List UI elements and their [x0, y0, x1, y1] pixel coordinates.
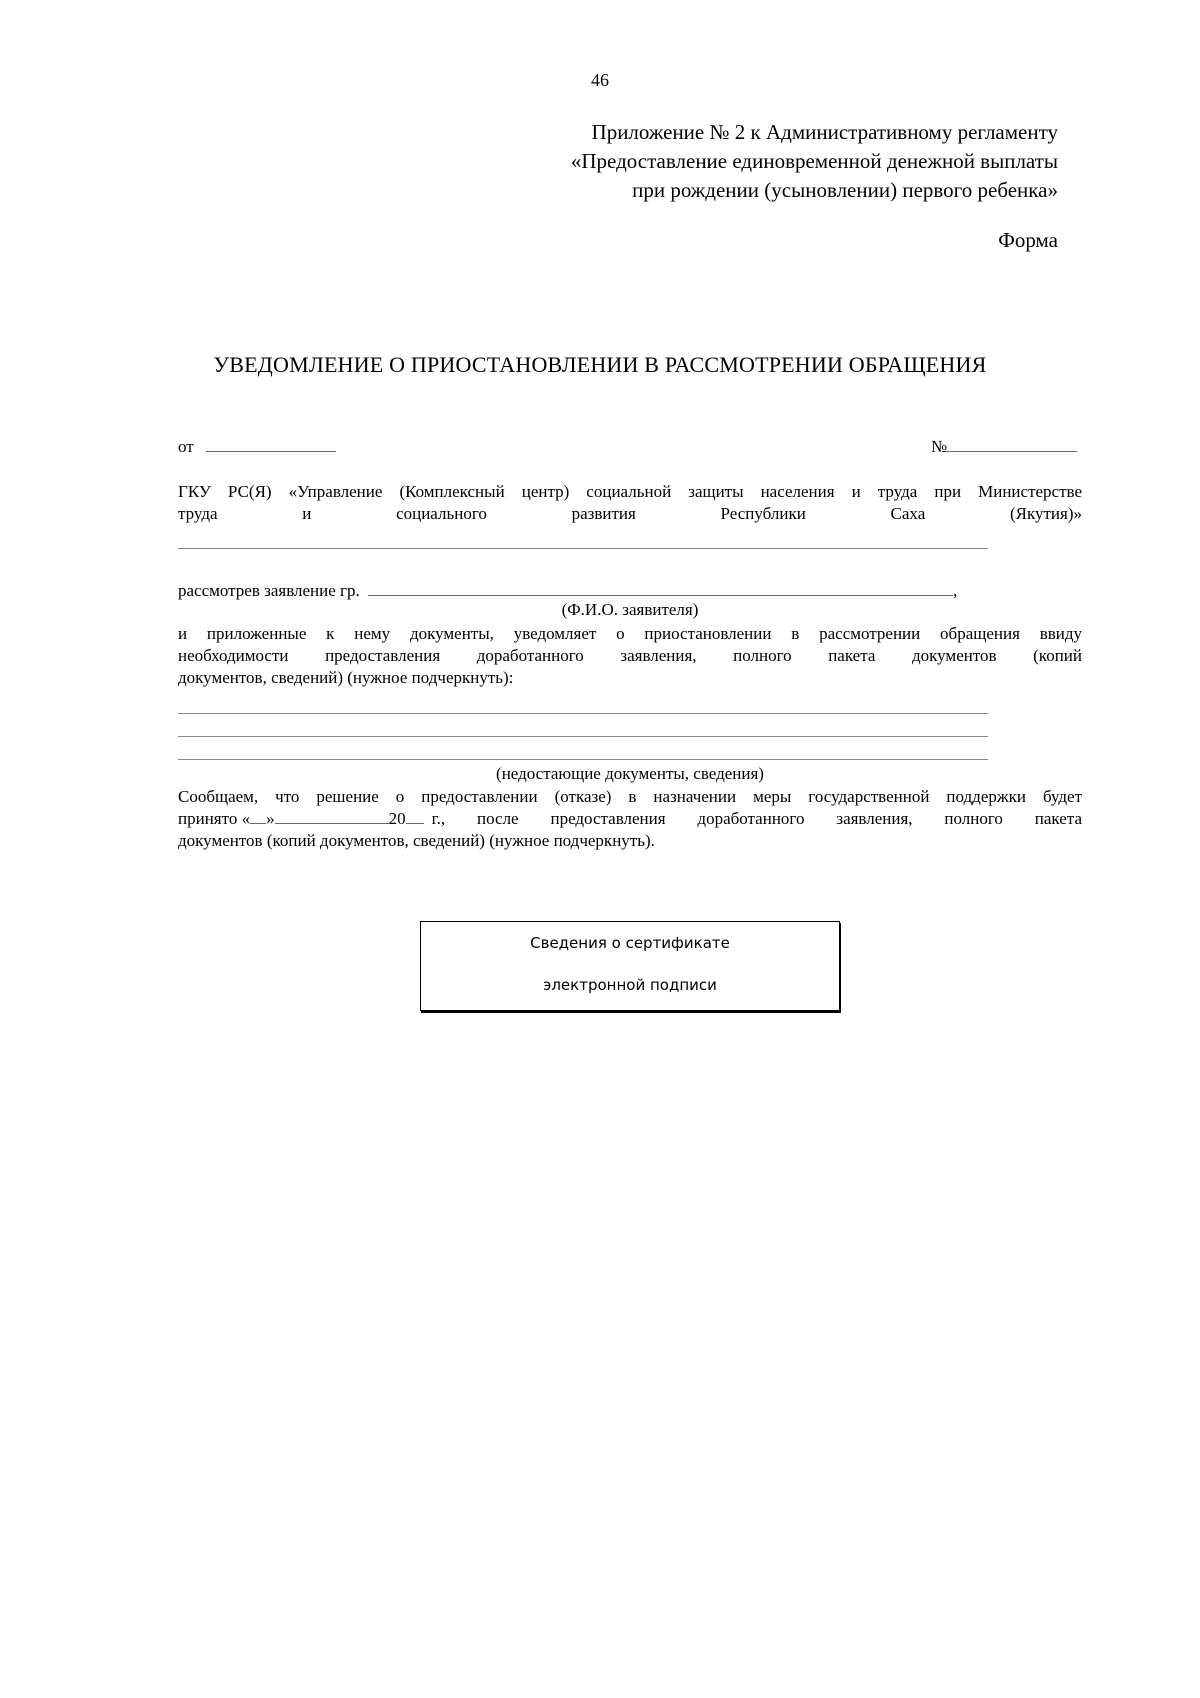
- agency-line-2: [178, 503, 1082, 525]
- decision-day-line: [250, 823, 266, 824]
- notice-line-1: и приложенные к нему документы, уведомляет о приостановлении в рассмотрении обращения ввиду: [178, 624, 1082, 643]
- missing-docs-line-1: [178, 713, 988, 714]
- agency-word: и: [302, 504, 312, 523]
- decision-year-line: [406, 823, 424, 824]
- applicant-name-line: [368, 595, 953, 596]
- missing-docs-line-3: [178, 759, 988, 760]
- notice-paragraph: [178, 623, 1082, 689]
- decision-quote-close: »: [266, 809, 275, 828]
- decision-paragraph: [178, 786, 1082, 852]
- document-title: УВЕДОМЛЕНИЕ О ПРИОСТАНОВЛЕНИИ В РАССМОТРЕНИИ ОБРАЩЕНИЯ: [213, 352, 987, 377]
- appendix-line-3: при рождении (усыновлении) первого ребенка»: [632, 178, 1058, 202]
- agency-word: труда: [178, 504, 218, 523]
- decision-line-1: Сообщаем, что решение о предоставлении (отказе) в назначении меры государственной поддержки будет: [178, 787, 1082, 806]
- decision-line-3: документов (копий документов, сведений) (нужное подчеркнуть).: [178, 831, 655, 850]
- form-label: Форма: [998, 228, 1058, 252]
- page-number: 46: [591, 70, 609, 90]
- from-field: [178, 436, 336, 458]
- decision-suffix: г., после предоставления доработанного заявления, полного пакета: [431, 809, 1082, 828]
- agency-word: социального: [396, 504, 487, 523]
- signature-certificate-box: [420, 921, 840, 1011]
- notice-line-2: необходимости предоставления доработанного заявления, полного пакета документов (копий: [178, 646, 1082, 665]
- decision-line-2: [178, 808, 1082, 830]
- from-label: от: [178, 437, 194, 456]
- number-label: №: [931, 437, 948, 456]
- missing-docs-caption: (недостающие документы, сведения): [496, 764, 764, 783]
- agency-word: развития: [571, 504, 636, 523]
- missing-docs-line-2: [178, 736, 988, 737]
- applicant-label: рассмотрев заявление гр.: [178, 581, 360, 600]
- applicant-field: [178, 580, 957, 602]
- agency-word: Саха: [890, 504, 926, 523]
- agency-word: Республики: [720, 504, 806, 523]
- agency-blank-line: [178, 548, 988, 549]
- appendix-line-1: Приложение № 2 к Административному регламенту: [591, 120, 1058, 144]
- number-value-line: [947, 451, 1077, 452]
- signature-box-line-2: электронной подписи: [543, 976, 717, 994]
- number-field: [931, 436, 1077, 458]
- applicant-caption: (Ф.И.О. заявителя): [561, 600, 699, 619]
- notice-line-3: документов, сведений) (нужное подчеркнуть):: [178, 668, 514, 687]
- signature-box-line-1: Сведения о сертификате: [530, 934, 730, 952]
- from-date-line: [206, 451, 336, 452]
- decision-year-prefix: 20: [388, 809, 406, 828]
- agency-block: [178, 481, 1082, 525]
- agency-word: (Якутия)»: [1009, 504, 1082, 523]
- decision-month-line: [275, 823, 389, 824]
- agency-line-1: ГКУ РС(Я) «Управление (Комплексный центр) социальной защиты населения и труда при Министерстве: [178, 482, 1082, 501]
- applicant-trailing: ,: [953, 581, 958, 600]
- decision-prefix: принято «: [178, 809, 251, 828]
- appendix-header: [571, 118, 1058, 205]
- appendix-line-2: «Предоставление единовременной денежной выплаты: [570, 149, 1058, 173]
